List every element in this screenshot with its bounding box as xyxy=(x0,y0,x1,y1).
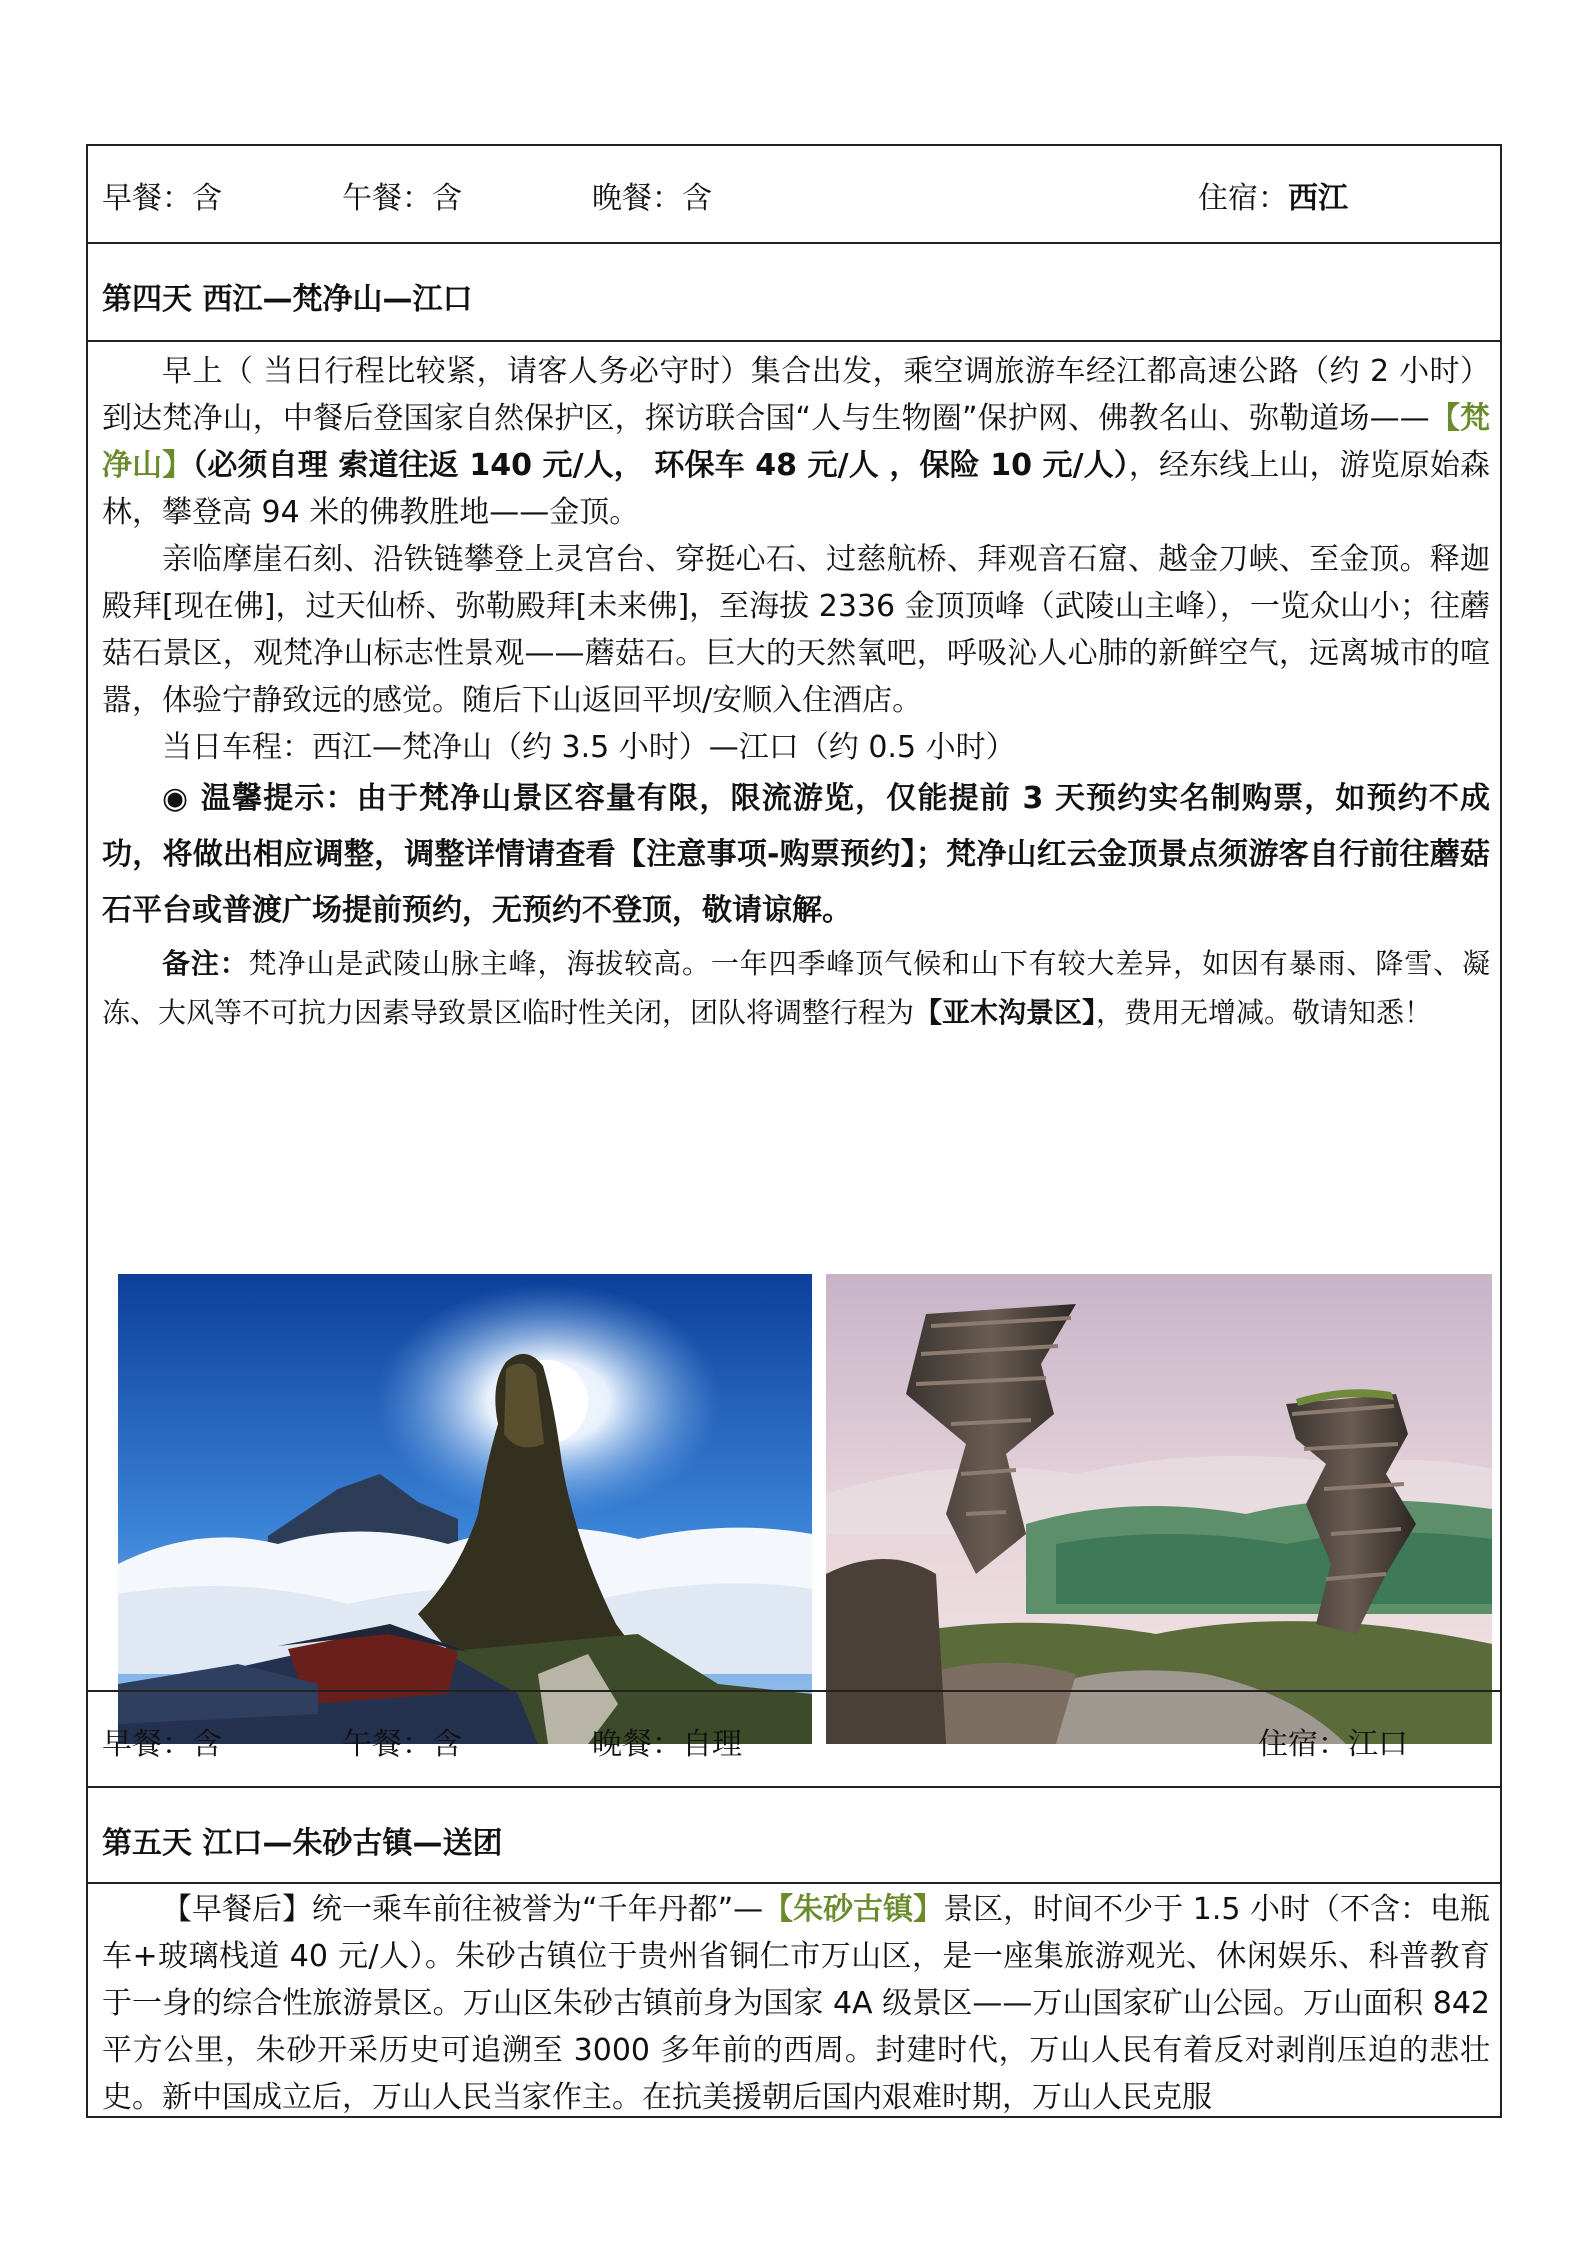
lodging-label: 住宿：西江 xyxy=(1198,181,1348,216)
itinerary-table xyxy=(86,144,1502,2118)
day4-travel-time: 当日车程：西江—梵净山（约 3.5 小时）—江口（约 0.5 小时） xyxy=(162,730,1016,765)
breakfast-label: 早餐：含 xyxy=(102,181,222,216)
lodging-value: 西江 xyxy=(1288,181,1348,216)
day5-body xyxy=(88,1884,1500,2121)
day4-body xyxy=(88,342,1500,1037)
lunch-label: 午餐：含 xyxy=(342,1727,462,1762)
breakfast-label: 早餐：含 xyxy=(102,1727,222,1762)
zhusha-highlight: 【朱砂古镇】 xyxy=(763,1892,944,1927)
lunch-label: 午餐：含 xyxy=(342,181,462,216)
remark-note: 备注：梵净山是武陵山脉主峰，海拔较高。一年四季峰顶气候和山下有较大差异，如因有暴雨、降雪、凝冻、大风等不可抗力因素导致景区临时性关闭，团队将调整行程为【亚木沟景区】，费用无增减。敬请知悉！ xyxy=(102,947,1490,1029)
day5-paragraph-1: 【早餐后】统一乘车前往被誉为“千年丹都”—【朱砂古镇】景区，时间不少于 1.5 小时（不含：电瓶车+玻璃栈道 40 元/人）。朱砂古镇位于贵州省铜仁市万山区，是一座集旅游观光、休闲娱乐、科普教育于一身的综合性旅游景区。万山区朱砂古镇前身为国家 4A 级景区——万山国家矿山公园。万山面积 842 平方公里，朱砂开采历史可追溯至 3000 多年前的西周。封建时代，万山人民有着反对剥削压迫的悲壮史。新中国成立后，万山人民当家作主。在抗美援朝后国内艰难时期，万山人民克服 xyxy=(102,1892,1490,2115)
day4-paragraph-2: 亲临摩崖石刻、沿铁链攀登上灵宫台、穿挺心石、过慈航桥、拜观音石窟、越金刀峡、至金顶。释迦殿拜[现在佛]，过天仙桥、弥勒殿拜[未来佛]，至海拔 2336 金顶顶峰（武陵山主峰），一览众山小；往蘑菇石景区，观梵净山标志性景观——蘑菇石。巨大的天然氧吧，呼吸沁人心肺的新鲜空气，远离城市的喧嚣，体验宁静致远的感觉。随后下山返回平坝/安顺入住酒店。 xyxy=(102,542,1490,718)
day5-content xyxy=(88,1882,1500,2120)
mushroom-rock-photo xyxy=(826,1274,1492,1744)
day4-title: 第四天 西江—梵净山—江口 xyxy=(88,242,1500,338)
dinner-label: 晚餐：自理 xyxy=(592,1727,742,1762)
lodging-label: 住宿：江口 xyxy=(1258,1727,1408,1762)
day3-meals-row xyxy=(88,146,1500,242)
day5-title: 第五天 江口—朱砂古镇—送团 xyxy=(88,1786,1500,1882)
day4-meals-row xyxy=(88,1690,1500,1786)
warm-tip: ◉ 温馨提示：由于梵净山景区容量有限，限流游览，仅能提前 3 天预约实名制购票，如预约不成功，将做出相应调整，调整详情请查看【注意事项-购票预约】；梵净山红云金顶景点须游客自行前往蘑菇石平台或普渡广场提前预约，无预约不登顶，敬请谅解。 xyxy=(102,781,1490,928)
fanjingshan-highlight: 【梵净山】 xyxy=(102,401,1490,483)
day4-content xyxy=(88,340,1500,1690)
fee-note: （必须自理 索道往返 140 元/人， 环保车 48 元/人 ，保险 10 元/人） xyxy=(192,448,1129,483)
dinner-label: 晚餐：含 xyxy=(592,181,712,216)
day4-paragraph-1: 早上（ 当日行程比较紧，请客人务必守时）集合出发，乘空调旅游车经江都高速公路（约 2 小时）到达梵净山，中餐后登国家自然保护区，探访联合国“人与生物圈”保护网、佛教名山、弥勒道场——【梵净山】（必须自理 索道往返 140 元/人， 环保车 48 元/人 ，保险 10 元/人），经东线上山，游览原始森林，攀登高 94 米的佛教胜地——金顶。 xyxy=(102,354,1490,530)
golden-summit-photo xyxy=(118,1274,812,1744)
